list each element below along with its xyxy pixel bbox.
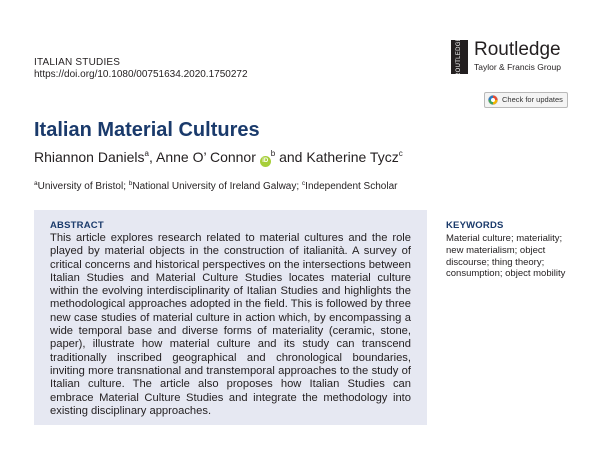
keywords-heading: KEYWORDS	[446, 220, 504, 231]
publisher-name: Routledge	[474, 39, 561, 60]
author-name[interactable]: Rhiannon Daniels	[34, 149, 145, 165]
journal-name: ITALIAN STUDIES	[34, 57, 121, 68]
abstract-text: This article explores research related to material cultures and the role played by material objects in the construction of italianità. A survey of critical concerns and historical perspectives on the intersections between Italian Studies and Material Culture Studies locates material culture within the evolving interdisciplinarity of Italian Studies and highlights the methodological approaches adopted in the field. This is followed by three new case studies of material culture in action which, by encompassing a wide temporal base and diverse forms of materiality (ceramic, stone, paper), illustrate how material culture and its study can transcend traditionally inscribed geographical and chronological boundaries, inviting more transnational and transtemporal approaches to the study of Italian culture. The article also proposes how Italian Studies can embrace Material Culture Studies and integrate the methodology into existing disciplinary approaches.	[50, 232, 411, 417]
doi-link[interactable]: https://doi.org/10.1080/00751634.2020.1750272	[34, 69, 248, 80]
abstract-heading: ABSTRACT	[50, 220, 104, 231]
affiliation: National University of Ireland Galway;	[132, 181, 302, 192]
journal-header	[34, 57, 248, 81]
routledge-mark-icon	[451, 36, 468, 78]
author-list	[34, 149, 403, 167]
affiliations	[34, 180, 397, 192]
affil-sup: c	[301, 180, 306, 187]
author-affil-sup: a	[144, 149, 149, 158]
author-affil-sup: b	[270, 149, 276, 158]
check-for-updates-button[interactable]	[484, 92, 568, 108]
abstract-box	[34, 210, 427, 425]
orcid-icon[interactable]: iD	[260, 156, 271, 167]
author-name[interactable]: Katherine Tycz	[306, 149, 399, 165]
affiliation: Independent Scholar	[305, 181, 398, 192]
crossmark-icon	[488, 95, 498, 105]
keywords-text: Material culture; materiality; new materialism; object discourse; thing theory; consumption; object mobility	[446, 233, 566, 280]
affiliation: University of Bristol;	[37, 181, 129, 192]
publisher-subtitle: Taylor & Francis Group	[474, 62, 561, 72]
author-conjunction: and	[275, 149, 307, 165]
author-affil-sup: c	[398, 149, 403, 158]
affil-sup: a	[34, 180, 38, 187]
author-separator: ,	[148, 149, 156, 165]
check-for-updates-label: Check for updates	[502, 95, 563, 104]
author-name[interactable]: Anne O’ Connor	[156, 149, 256, 165]
publisher-logo	[451, 36, 571, 80]
logo-mark-text: ROUTLEDGE	[456, 36, 463, 78]
article-title: Italian Material Cultures	[34, 119, 260, 141]
affil-sup: b	[128, 180, 133, 187]
